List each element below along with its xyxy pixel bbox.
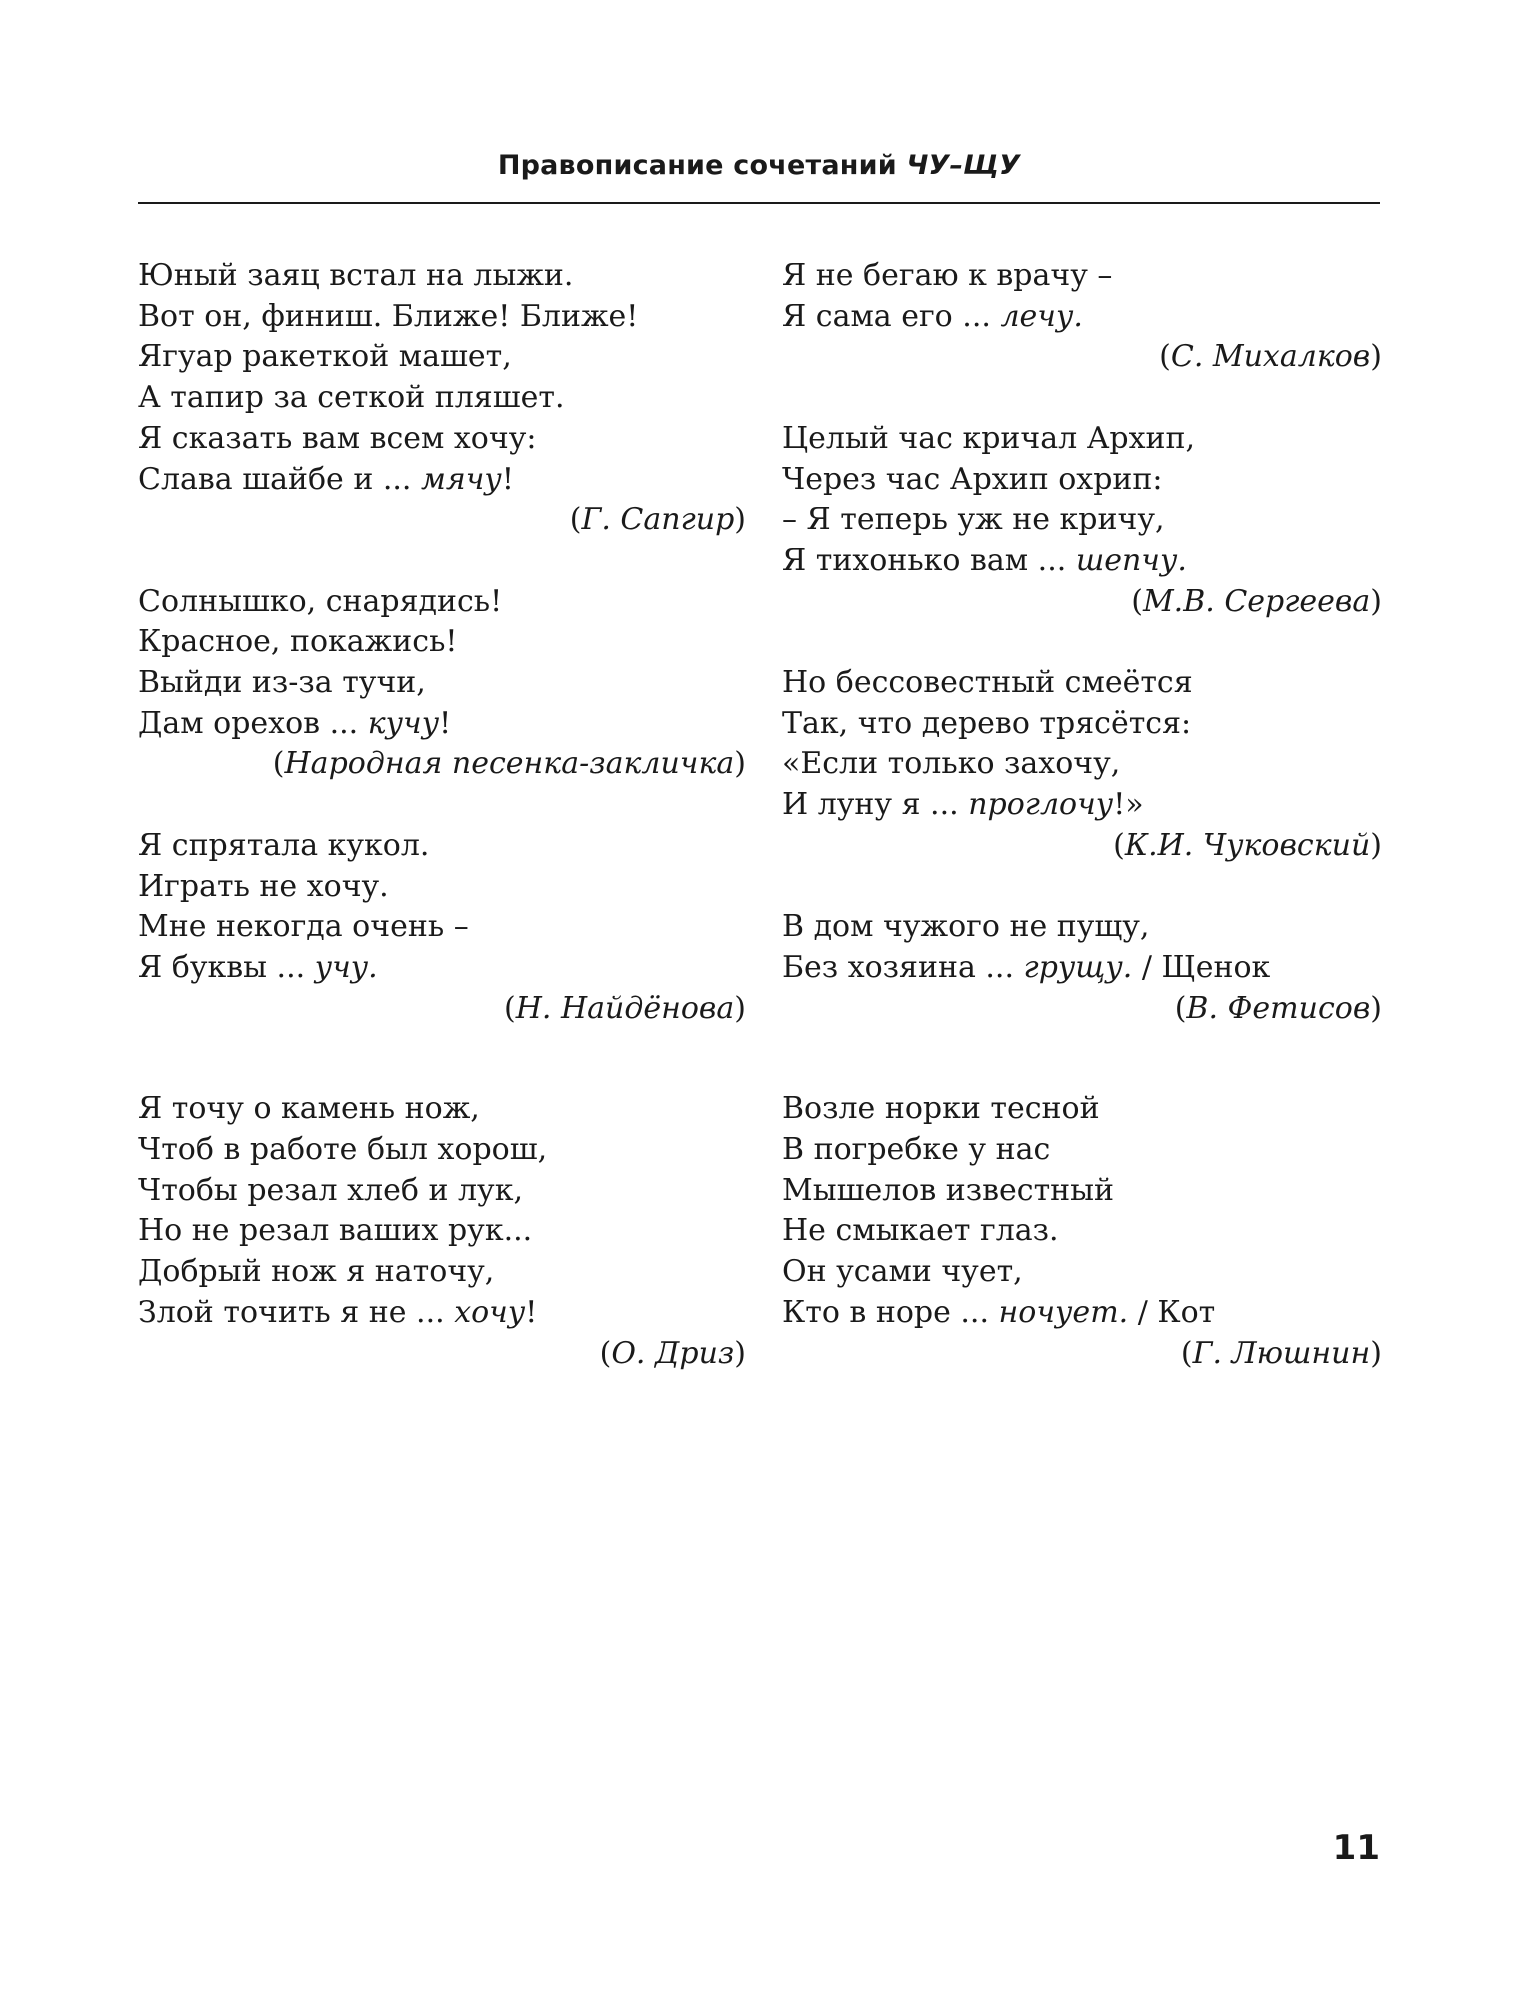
poem-line: Выйди из-за тучи,	[138, 665, 426, 701]
poem-line: Дам орехов ... кучу!	[138, 705, 452, 741]
poem-line: Целый час кричал Архип,	[782, 420, 1196, 456]
poem-author: (Народная песенка-закличка)	[272, 746, 746, 782]
right-column	[782, 256, 1382, 1374]
poem-line: Я буквы ... учу.	[138, 949, 378, 985]
poem	[782, 256, 1382, 378]
poem-author: (М.В. Сергеева)	[1131, 583, 1382, 619]
poem-line: Я не бегаю к врачу –	[782, 258, 1113, 293]
poem-line: Добрый нож я наточу,	[138, 1254, 495, 1290]
poem-line: Но бессовестный смеётся	[782, 665, 1193, 700]
poem	[782, 1089, 1382, 1374]
poem-line: Вот он, финиш. Ближе! Ближе!	[138, 298, 639, 334]
answer-word: кучу	[367, 705, 440, 741]
poem	[138, 582, 746, 786]
poem-line: Кто в норе ... ночует. / Кот	[782, 1294, 1216, 1330]
poem-line: Я точу о камень нож,	[138, 1091, 480, 1127]
left-column	[138, 256, 746, 1374]
poem-line: Ягуар ракеткой машет,	[138, 339, 512, 375]
poem-line: Юный заяц встал на лыжи.	[138, 258, 574, 293]
poem	[782, 907, 1382, 1029]
poem-line: Я сказать вам всем хочу:	[138, 420, 537, 456]
answer-word: учу.	[314, 949, 378, 985]
poem-line: Солнышко, снарядись!	[138, 583, 503, 619]
header-title-italic: ЧУ–ЩУ	[906, 150, 1021, 181]
poem-line: Я тихонько вам ... шепчу.	[782, 542, 1187, 578]
page-number: 11	[1332, 1828, 1380, 1868]
poem	[138, 826, 746, 1030]
poem-line: Чтоб в работе был хорош,	[138, 1132, 548, 1168]
poem-line: Злой точить я не ... хочу!	[138, 1294, 538, 1330]
answer-word: грущу.	[1023, 949, 1133, 985]
poem-line: Мне некогда очень –	[138, 909, 469, 945]
answer-word: хочу	[454, 1294, 526, 1330]
poem-author: (О. Дриз)	[599, 1335, 746, 1371]
poem-line: Возле норки тесной	[782, 1091, 1100, 1127]
answer-word: ночует.	[998, 1294, 1129, 1330]
poem-line: Но не резал ваших рук...	[138, 1213, 533, 1249]
poem-line: А тапир за сеткой пляшет.	[138, 380, 565, 416]
poem-line: В погребке у нас	[782, 1132, 1051, 1168]
poem-line: В дом чужого не пущу,	[782, 909, 1150, 945]
poem-author: (В. Фетисов)	[1174, 990, 1382, 1026]
poem-line: Через час Архип охрип:	[782, 461, 1163, 497]
poem-line: Я сама его ... лечу.	[782, 298, 1083, 334]
poem-line: Он усами чует,	[782, 1254, 1023, 1290]
poem-line: Играть не хочу.	[138, 868, 389, 904]
poem	[782, 663, 1382, 867]
answer-word: лечу.	[1000, 298, 1083, 334]
poem-line: Чтобы резал хлеб и лук,	[138, 1172, 523, 1208]
poem-line: – Я теперь уж не кричу,	[782, 502, 1165, 538]
poem-line: Без хозяина ... грущу. / Щенок	[782, 949, 1271, 985]
poem-author: (К.И. Чуковский)	[1113, 827, 1382, 863]
answer-word: шепчу.	[1075, 542, 1187, 578]
answer-word: мячу	[421, 461, 502, 497]
poem-line: Я спрятала кукол.	[138, 827, 430, 863]
poem-line: «Если только захочу,	[782, 746, 1121, 782]
poem-author: (Н. Найдёнова)	[504, 990, 746, 1026]
poem	[138, 1089, 746, 1374]
poem-line: И луну я ... проглочу!»	[782, 787, 1144, 823]
poem	[138, 256, 746, 541]
header-title: Правописание сочетаний	[497, 150, 907, 181]
answer-word: проглочу	[968, 787, 1114, 823]
poem-line: Не смыкает глаз.	[782, 1213, 1059, 1249]
header-rule	[138, 202, 1380, 204]
poem-author: (С. Михалков)	[1159, 339, 1382, 375]
poem-author: (Г. Люшнин)	[1180, 1335, 1382, 1371]
poem-line: Красное, покажись!	[138, 624, 458, 660]
poem	[782, 419, 1382, 623]
page-header	[138, 150, 1380, 181]
poem-author: (Г. Сапгир)	[569, 502, 746, 538]
poem-line: Так, что дерево трясётся:	[782, 705, 1192, 741]
poem-line: Мышелов известный	[782, 1172, 1115, 1208]
poem-line: Слава шайбе и ... мячу!	[138, 461, 514, 497]
